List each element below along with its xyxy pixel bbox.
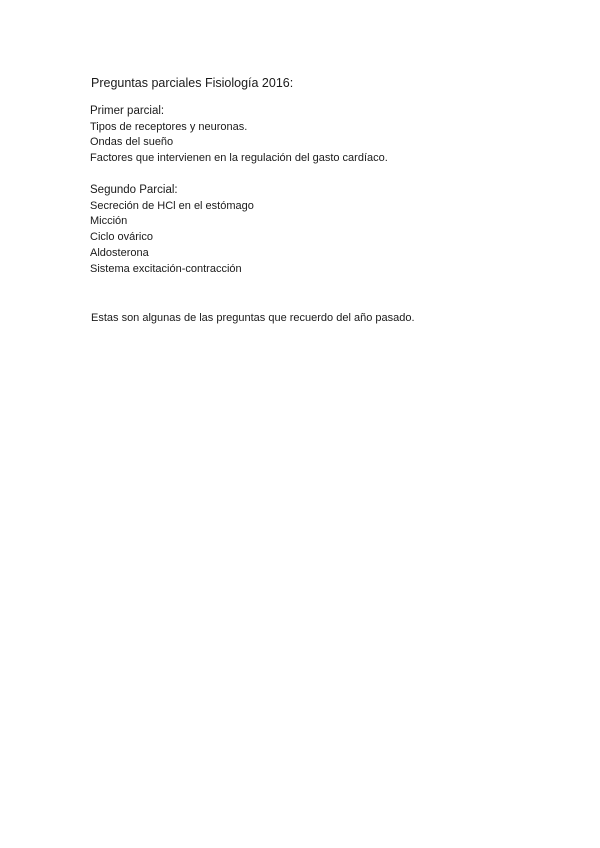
list-item: Aldosterona [90,246,149,259]
list-item: Sistema excitación-contracción [90,262,242,275]
list-item: Ondas del sueño [90,136,174,149]
list-item: Secreción de HCl en el estómago [90,199,254,212]
section-heading: Segundo Parcial: [90,184,178,196]
section-heading: Primer parcial: [90,105,165,117]
list-item: Micción [90,215,128,228]
list-item: Factores que intervienen en la regulación del gasto cardíaco. [90,152,388,165]
list-item: Tipos de receptores y neuronas. [90,120,248,133]
section-segundo-parcial [90,183,254,277]
section-primer-parcial [90,104,388,167]
closing-note: Estas son algunas de las preguntas que recuerdo del año pasado. [91,312,415,324]
list-item: Ciclo ovárico [90,231,153,244]
page-title: Preguntas parciales Fisiología 2016: [91,76,294,90]
